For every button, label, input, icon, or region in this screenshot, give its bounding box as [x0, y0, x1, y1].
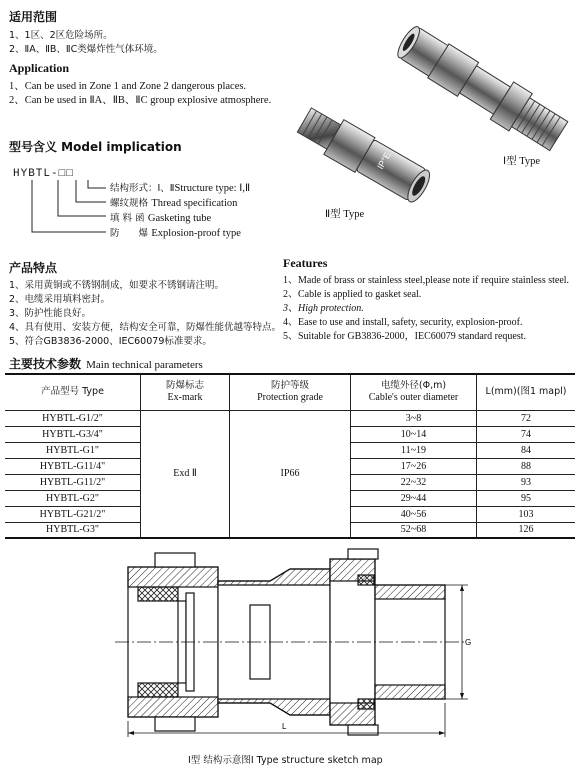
model-line: 螺纹规格 Thread specification [110, 198, 238, 209]
list-item: 3、High protection. [283, 303, 364, 314]
list-item: 2、电缆采用填料密封。 [9, 294, 111, 305]
drawing-caption: Ⅰ型 结构示意图Ⅰ Type structure sketch map [188, 755, 383, 766]
application-item: 1、Can be used in Zone 1 and Zone 2 dangerous places. [9, 81, 247, 92]
table-row: HYBTL-G2" 29~44 95 [5, 490, 575, 506]
table-row: HYBTL-G11/4" 17~26 88 [5, 458, 575, 474]
model-legend [110, 181, 250, 241]
features-cn-list [9, 279, 281, 349]
model-line: 填 料 函 Gasketing tube [110, 213, 212, 224]
scope-item-cn: 1、1区、2区危险场所。 [9, 30, 113, 41]
table-header-row [5, 374, 575, 410]
scope-section [9, 8, 271, 108]
type2-connector-image [294, 103, 434, 207]
params-table [5, 373, 575, 539]
header-ex-mark: 防爆标志 Ex-mark [141, 374, 230, 410]
model-title: 型号含义 Model implication [9, 140, 182, 154]
ex-mark-cell: Exd Ⅱ [141, 410, 230, 538]
list-item: 2、Cable is applied to gasket seal. [283, 289, 422, 300]
list-item: 3、防护性能良好。 [9, 308, 92, 319]
model-bracket-lines [14, 180, 109, 242]
list-item: 4、Ease to use and install, safety, security, explosion-proof. [283, 317, 523, 328]
list-item: 1、Made of brass or stainless steel,please note if require stainless steel. [283, 275, 570, 286]
model-line: 结构形式：Ⅰ、ⅡStructure type: Ⅰ,Ⅱ [110, 183, 251, 194]
params-title: 主要技术参数 Main technical parameters [9, 357, 203, 371]
scope-item-cn: 2、ⅡA、ⅡB、ⅡC类爆炸性气体环境。 [9, 44, 163, 55]
type1-label: Ⅰ型 Type [503, 156, 541, 167]
table-row: HYBTL-G3/4" 10~14 74 [5, 426, 575, 442]
table-row: HYBTL-G21/2" 40~56 103 [5, 506, 575, 522]
dimension-g-label: G [465, 638, 472, 647]
header-cable-diameter: 电缆外径(Φ,m) Cable's outer diameter [351, 374, 477, 410]
model-line: 防 爆 Explosion-proof type [110, 228, 241, 239]
structure-sketch [100, 545, 480, 755]
model-code: HYBTL-□□ [13, 168, 74, 180]
protection-cell: IP66 [230, 410, 351, 538]
features-en-section [283, 256, 569, 344]
header-protection: 防护等级 Protection grade [230, 374, 351, 410]
dimension-l-label: L [282, 722, 287, 731]
features-en-list [283, 274, 569, 344]
features-en-title: Features [283, 256, 328, 270]
list-item: 4、具有使用、安装方便，结构安全可靠，防爆性能优越等特点。 [9, 322, 282, 333]
table-row: HYBTL-G1" 11~19 84 [5, 442, 575, 458]
table-row: HYBTL-G3" 52~68 126 [5, 522, 575, 538]
type2-label: Ⅱ型 Type [325, 209, 365, 220]
table-row: HYBTL-G11/2" 22~32 93 [5, 474, 575, 490]
application-item: 2、Can be used in ⅡA、ⅡB、ⅡC group explosive atmosphere. [9, 95, 272, 106]
header-type: 产品型号 Type [5, 374, 141, 410]
features-cn-title: 产品特点 [9, 261, 58, 275]
list-item: 5、Suitable for GB3836-2000，IEC60079 standard request. [283, 331, 527, 342]
list-item: 1、采用黄铜或不锈钢制成，如要求不锈钢请注明。 [9, 280, 225, 291]
type2-body-mark: IP°E [375, 150, 393, 171]
application-title: Application [9, 61, 70, 75]
product-photos [290, 20, 580, 230]
type1-connector-image [392, 20, 571, 154]
header-length: L(mm)(图1 mapl) [485, 386, 567, 398]
features-cn-section [9, 259, 281, 349]
table-row: HYBTL-G1/2" Exd Ⅱ IP66 3~8 72 [5, 410, 575, 426]
scope-title-cn: 适用范围 [9, 10, 58, 24]
list-item: 5、符合GB3836-2000、IEC60079标准要求。 [9, 336, 212, 347]
